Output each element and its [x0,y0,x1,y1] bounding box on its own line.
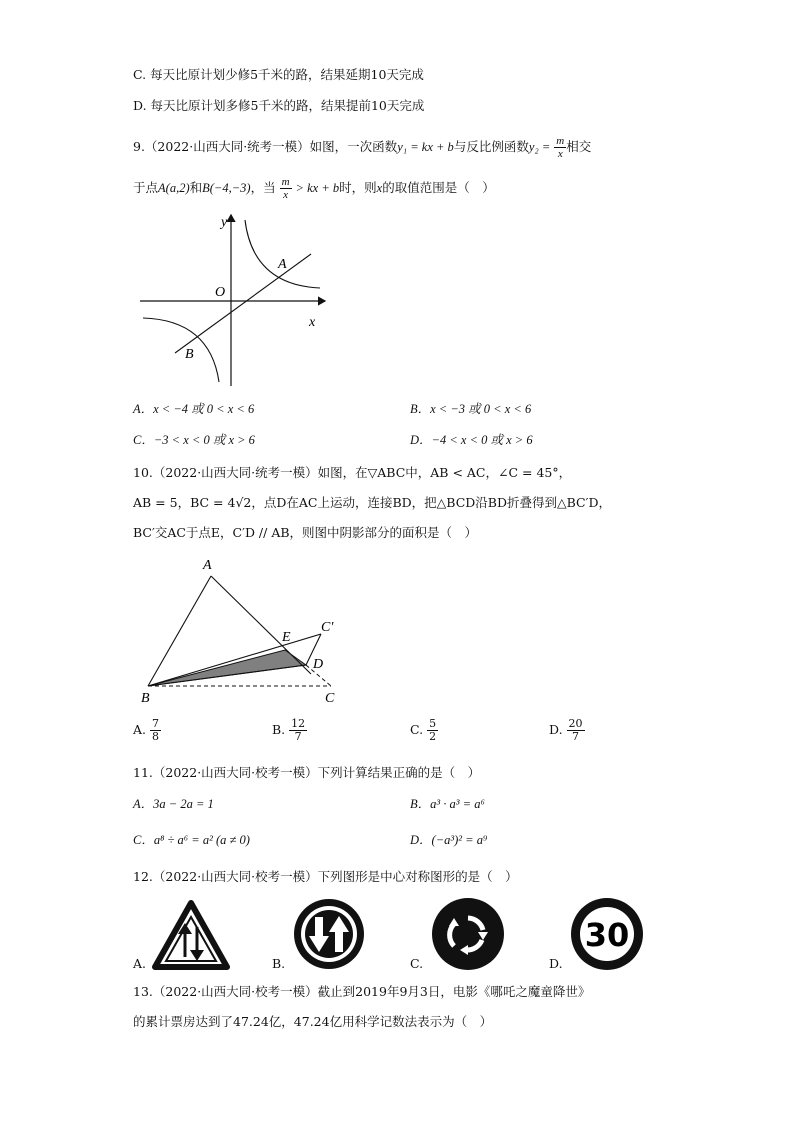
hyperbola-branch-q1 [245,220,320,288]
q10-stem-line1: 10.（2022·山西大同·统考一模）如图，在▽ABC中，AB < AC，∠C = 45°， [133,465,572,480]
q9-option-a: A．x < −4 或 0 < x < 6 [133,402,255,416]
q10-option-d: D. $\frac{20}{7}$ [549,717,583,743]
speed-limit-value: 30 [584,916,630,954]
q9-option-d: D．−4 < x < 0 或 x > 6 [410,433,533,447]
q10-option-a: A. $\frac{7}{8}$ [133,717,159,743]
q10-stem-line3: BC′交AC于点E，C′D // AB，则图中阴影部分的面积是（ ） [133,525,478,540]
q12-option-a-label: A. [133,956,147,971]
linear-function-line [175,254,311,353]
label-c: C [325,691,335,706]
point-a-label: A [278,257,287,272]
q11-option-c: C．a⁸ ÷ a⁶ = a² (a ≠ 0) [133,833,250,847]
q8-option-c: C. 每天比原计划少修5千米的路，结果延期10天完成 [133,67,424,82]
label-d: D [313,657,324,672]
q11-option-b: B．a³ · a³ = a⁶ [410,797,485,811]
y-axis-label: y [221,215,228,230]
q9-graph-figure [135,210,335,390]
label-b: B [141,691,150,706]
hyperbola-branch-q3 [143,318,219,382]
origin-label: O [215,285,226,300]
label-e: E [282,630,291,645]
label-c-prime: C′ [321,620,334,635]
q9-option-b: B．x < −3 或 0 < x < 6 [410,402,532,416]
q12-option-b-label: B. [272,956,286,971]
point-b-label: B [185,347,194,362]
q9-stem-line1: 9.（2022·山西大同·统考一模）如图，一次函数y₁ = kx + b与反比例函数y₂ = $\frac{m}{x}$ 相交 [133,135,592,160]
q9-stem-line2: 于点A(a,2)和B(−4,−3)，当 $\frac{m}{x}$ > kx + b时，则x的取值范围是（ ） [133,176,495,201]
q10-stem-line2: AB = 5，BC = 4√2，点D在AC上运动，连接BD，把△BCD沿BD折叠得到△BC′D， [133,495,611,510]
q12-option-d-label: D. [549,956,563,971]
q11-option-d: D．(−a³)² = a⁹ [410,833,488,847]
q12-stem: 12.（2022·山西大同·校考一模）下列图形是中心对称图形的是（ ） [133,869,518,884]
q8-option-d: D. 每天比原计划多修5千米的路，结果提前10天完成 [133,98,425,113]
q10-triangle-figure [135,552,355,707]
two-way-arrows-circle-sign [291,896,367,972]
q10-option-c: C. $\frac{5}{2}$ [410,717,437,743]
q11-option-a: A．3a − 2a = 1 [133,797,214,811]
x-axis-label: x [309,315,316,330]
label-a: A [203,558,212,573]
q11-stem: 11.（2022·山西大同·校考一模）下列计算结果正确的是（ ） [133,765,481,780]
speed-limit-30-sign [569,896,645,972]
q10-option-b: B. $\frac{12}{7}$ [272,717,306,743]
two-way-traffic-triangle-sign [152,900,230,970]
q13-stem-line1: 13.（2022·山西大同·校考一模）截止到2019年9月3日，电影《哪吒之魔童降世》 [133,984,591,999]
q13-stem-line2: 的累计票房达到了47.24亿，47.24亿用科学记数法表示为（ ） [133,1014,493,1029]
q12-option-c-label: C. [410,956,424,971]
roundabout-circle-sign [430,896,506,972]
q9-option-c: C．−3 < x < 0 或 x > 6 [133,433,255,447]
